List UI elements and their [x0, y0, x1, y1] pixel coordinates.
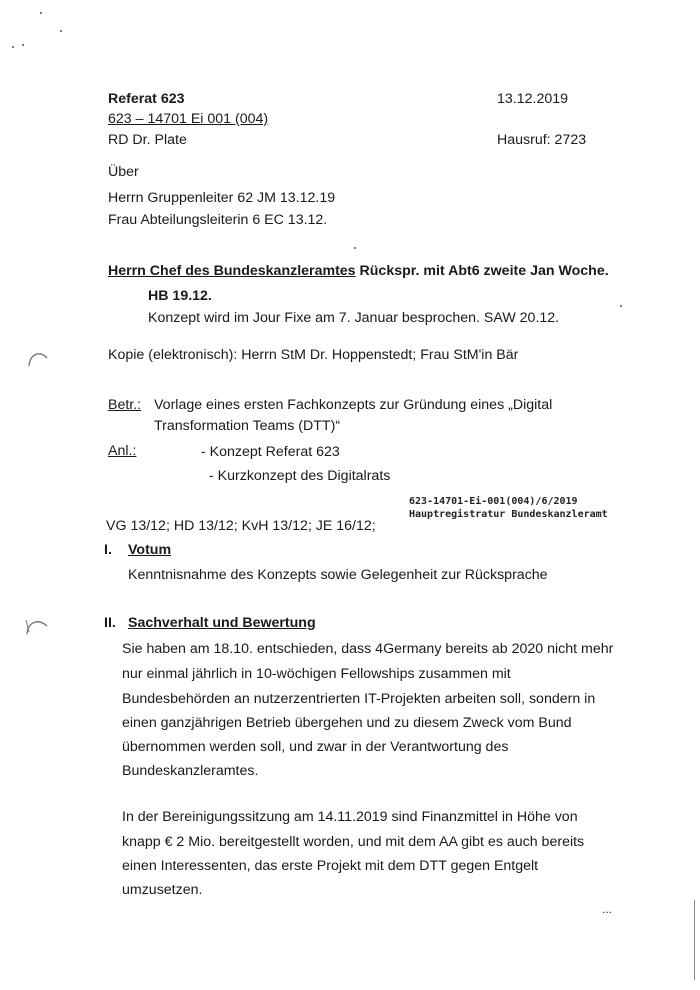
- registry-stamp-line: 623-14701-Ei-001(004)/6/2019: [409, 496, 578, 507]
- punch-hole-mark: [24, 612, 50, 636]
- recipient-line: [108, 262, 609, 280]
- file-reference: 623 – 14701 Ei 001 (004): [108, 111, 269, 127]
- paragraph-line: einen Interessenten, das erste Projekt mit dem DTT gegen Entgelt: [122, 858, 539, 874]
- attachment-item: - Kurzkonzept des Digitalrats: [209, 468, 391, 484]
- paragraph-line: Bundesbehörden an nutzerzentrierten IT-Projekten arbeiten soll, sondern in: [122, 691, 596, 707]
- paragraph-line: Bundeskanzleramtes.: [122, 763, 259, 779]
- paragraph-line: umzusetzen.: [122, 882, 203, 898]
- section-title: Votum: [128, 542, 172, 558]
- scan-speck: [60, 30, 62, 32]
- scan-speck: [354, 247, 356, 249]
- handwritten-note: HB 19.12.: [148, 288, 212, 304]
- section-number: I.: [104, 542, 112, 558]
- routing-over: Über: [108, 164, 139, 180]
- subject-line: Vorlage eines ersten Fachkonzepts zur Gründung eines „Digital: [154, 397, 553, 413]
- subject-line: Transformation Teams (DTT)“: [154, 418, 341, 434]
- paragraph-line: übernommen werden soll, und zwar in der Verantwortung des: [122, 739, 509, 755]
- attachment-item: - Konzept Referat 623: [201, 444, 340, 460]
- section-number: II.: [104, 615, 116, 631]
- punch-hole-mark: [26, 346, 50, 368]
- subject-label: Betr.:: [108, 397, 142, 413]
- paragraph-line: In der Bereinigungssitzung am 14.11.2019 sind Finanzmittel in Höhe von: [122, 809, 578, 825]
- attachments-label: Anl.:: [108, 443, 137, 459]
- paragraph-line: knapp € 2 Mio. bereitgestellt worden, und mit dem AA gibt es auch bereits: [122, 834, 585, 850]
- scan-speck: [12, 46, 14, 48]
- handwritten-note: Konzept wird im Jour Fixe am 7. Januar besprochen. SAW 20.12.: [148, 310, 560, 326]
- scan-speck: [40, 12, 42, 14]
- paragraph-line: Sie haben am 18.10. entschieden, dass 4Germany bereits ab 2020 nicht mehr: [122, 641, 614, 657]
- approval-initials: VG 13/12; HD 13/12; KvH 13/12; JE 16/12;: [106, 518, 376, 534]
- phone-extension: Hausruf: 2723: [497, 132, 587, 148]
- section-text: Kenntnisnahme des Konzepts sowie Gelegenheit zur Rücksprache: [128, 567, 548, 583]
- routing-department-head: Frau Abteilungsleiterin 6 EC 13.12.: [108, 212, 328, 228]
- recipient-note: Rückspr. mit Abt6 zweite Jan Woche.: [355, 263, 609, 279]
- continuation-mark: ...: [602, 902, 613, 916]
- paragraph-line: einen ganzjährigen Betrieb übergehen und zu diesem Zweck vom Bund: [122, 715, 572, 731]
- document-date: 13.12.2019: [497, 91, 569, 107]
- scan-speck: [620, 305, 622, 307]
- section-title: Sachverhalt und Bewertung: [128, 615, 316, 631]
- scan-speck: [22, 44, 24, 46]
- author: RD Dr. Plate: [108, 132, 187, 148]
- page-edge-line: [694, 900, 695, 980]
- paragraph-line: nur einmal jährlich in 10-wöchigen Fellowships zusammen mit: [122, 666, 511, 682]
- copy-recipients: Kopie (elektronisch): Herrn StM Dr. Hoppenstedt; Frau StM'in Bär: [108, 347, 519, 363]
- routing-group-lead: Herrn Gruppenleiter 62 JM 13.12.19: [108, 190, 336, 206]
- referat-label: Referat 623: [108, 91, 185, 107]
- recipient-name: Herrn Chef des Bundeskanzleramtes: [108, 263, 356, 279]
- registry-stamp-line: Hauptregistratur Bundeskanzleramt: [409, 509, 608, 520]
